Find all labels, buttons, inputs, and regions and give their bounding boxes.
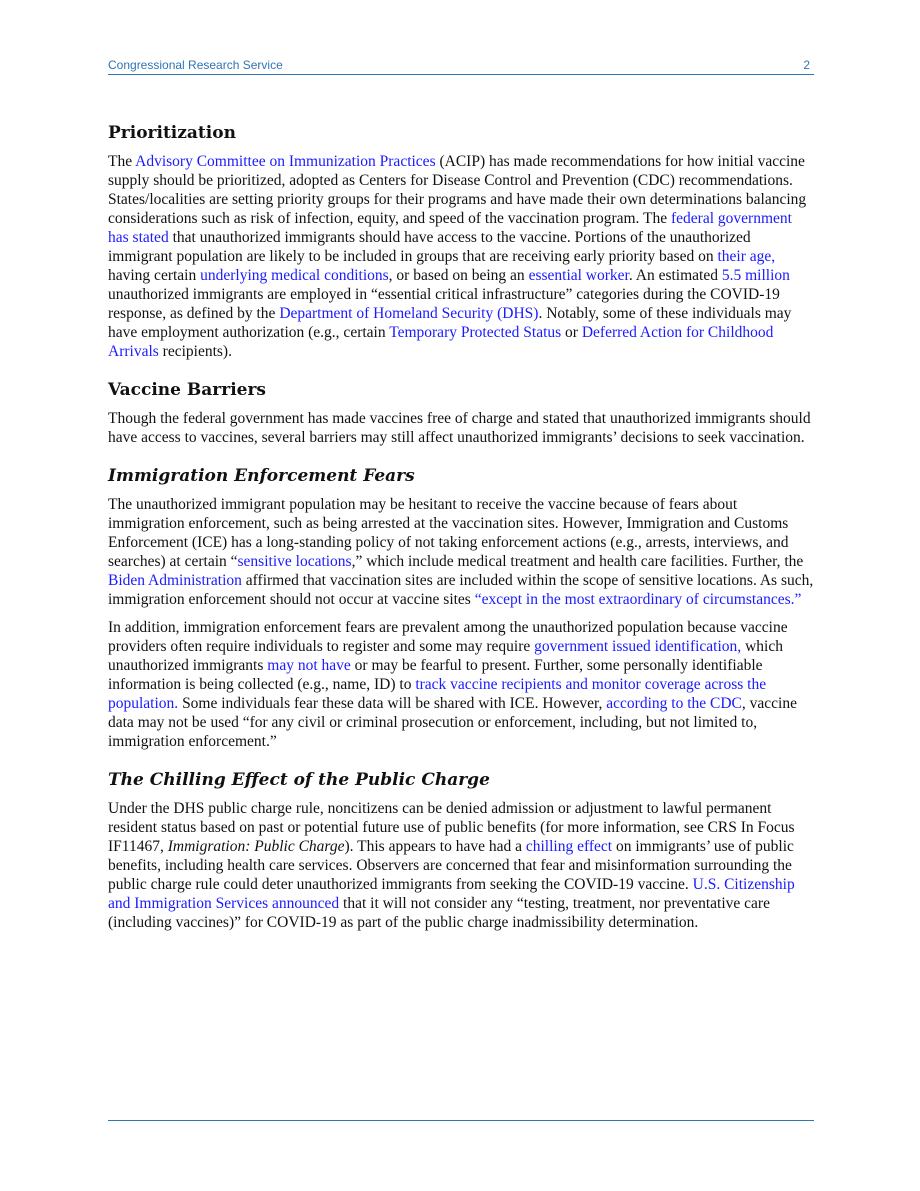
link-uscis-announced[interactable]: U.S. Citizenship and Immigration Services announced xyxy=(108,876,795,912)
document-body xyxy=(108,122,814,941)
link-federal-government-stated[interactable]: federal government has stated xyxy=(108,210,792,246)
text-run: ,” which include medical treatment and health care facilities. Further, the xyxy=(351,553,804,570)
link-sensitive-locations[interactable]: sensitive locations xyxy=(237,553,352,570)
link-track-vaccine-recipients[interactable]: track vaccine recipients and monitor coverage across the population. xyxy=(108,676,767,712)
text-run: ). This appears to have had a xyxy=(344,838,526,855)
enforcement-fears-paragraph-2 xyxy=(108,618,814,751)
link-their-age[interactable]: their age, xyxy=(717,248,776,265)
text-run: having certain xyxy=(108,267,201,284)
text-run: affirmed that vaccination sites are included within the scope of sensitive locations. As such, immigration enforcement should not occur at vaccine sites xyxy=(108,572,814,608)
text-run: unauthorized immigrants are employed in “essential critical infrastructure” categories during the COVID-19 response, as defined by the xyxy=(108,286,780,322)
prioritization-paragraph xyxy=(108,152,814,361)
link-may-not-have[interactable]: may not have xyxy=(267,657,351,674)
text-run: recipients). xyxy=(158,343,232,360)
link-essential-worker[interactable]: essential worker xyxy=(528,267,629,284)
section-heading-prioritization: Prioritization xyxy=(108,123,236,143)
link-biden-administration[interactable]: Biden Administration xyxy=(108,572,242,589)
section-heading-public-charge: The Chilling Effect of the Public Charge xyxy=(108,770,490,790)
link-acip[interactable]: Advisory Committee on Immunization Practices xyxy=(135,153,436,170)
link-chilling-effect[interactable]: chilling effect xyxy=(525,838,613,855)
link-daca[interactable]: Deferred Action for Childhood Arrivals xyxy=(108,324,774,360)
text-run: , or based on being an xyxy=(388,267,529,284)
text-run: , vaccine data may not be used “for any civil or criminal prosecution or enforcement, including, but not limited to, immigration enforcement.” xyxy=(108,695,797,750)
public-charge-paragraph xyxy=(108,799,814,932)
header-organization: Congressional Research Service xyxy=(108,58,283,72)
page-header xyxy=(108,58,814,75)
link-5-5-million[interactable]: 5.5 million xyxy=(721,267,790,284)
text-run: which unauthorized immigrants xyxy=(108,638,783,674)
text-run: The xyxy=(108,153,136,170)
text-run: The unauthorized immigrant population may be hesitant to receive the vaccine because of fears about immigration enforcement, such as being arrested at the vaccination sites. However, Immigration and Customs Enforcement (ICE) has a long-standing policy of not taking enforcement actions (e.g., arrests, interviews, and searches) at certain “ xyxy=(108,496,789,570)
text-run: (ACIP) has made recommendations for how initial vaccine supply should be prioritized, adopted as Centers for Disease Control and Prevention (CDC) recommendations. States/localities are setting priority groups for their programs and have made their own determinations balancing considerations such as risk of infection, equity, and speed of the vaccination program. The xyxy=(108,153,807,227)
text-run: Under the DHS public charge rule, noncitizens can be denied admission or adjustment to lawful permanent resident status based on past or potential future use of public benefits (for more information, see CRS In Focus IF11467, xyxy=(108,800,795,855)
footer-divider xyxy=(108,1120,814,1121)
link-underlying-medical-conditions[interactable]: underlying medical conditions xyxy=(200,267,389,284)
report-title-italic: Immigration: Public Charge xyxy=(167,838,345,855)
text-run: or may be fearful to present. Further, some personally identifiable information is being collected (e.g., name, ID) to xyxy=(108,657,763,693)
link-dhs[interactable]: Department of Homeland Security (DHS) xyxy=(279,305,539,322)
link-government-issued-identification[interactable]: government issued identification, xyxy=(534,638,742,655)
text-run: . An estimated xyxy=(628,267,722,284)
text-run: In addition, immigration enforcement fears are prevalent among the unauthorized population because vaccine providers often require individuals to register and some may require xyxy=(108,619,788,655)
header-page-number: 2 xyxy=(803,58,810,72)
text-run: that it will not consider any “testing, treatment, nor preventative care (including vaccines)” for COVID-19 as part of the public charge inadmissibility determination. xyxy=(108,895,770,931)
link-temporary-protected-status[interactable]: Temporary Protected Status xyxy=(389,324,562,341)
text-run: on immigrants’ use of public benefits, including health care services. Observers are concerned that fear and misinformation surrounding the public charge rule could deter unauthorized immigrants from seeking the COVID-19 vaccine. xyxy=(108,838,794,893)
vaccine-barriers-paragraph: Though the federal government has made vaccines free of charge and stated that unauthorized immigrants should have access to vaccines, several barriers may still affect unauthorized immigrants’ decisions to seek vaccination. xyxy=(108,410,811,446)
link-according-to-cdc[interactable]: according to the CDC xyxy=(606,695,742,712)
text-run: that unauthorized immigrants should have access to the vaccine. Portions of the unauthorized immigrant population are likely to be included in groups that are receiving early priority based on xyxy=(108,229,751,265)
section-heading-vaccine-barriers: Vaccine Barriers xyxy=(108,380,266,400)
text-run: . Notably, some of these individuals may have employment authorization (e.g., certain xyxy=(108,305,792,341)
enforcement-fears-paragraph-1 xyxy=(108,495,814,609)
section-heading-enforcement-fears: Immigration Enforcement Fears xyxy=(108,466,415,486)
link-extraordinary-circumstances[interactable]: “except in the most extraordinary of circumstances.” xyxy=(474,591,802,608)
text-run: Some individuals fear these data will be shared with ICE. However, xyxy=(178,695,607,712)
text-run: or xyxy=(561,324,582,341)
